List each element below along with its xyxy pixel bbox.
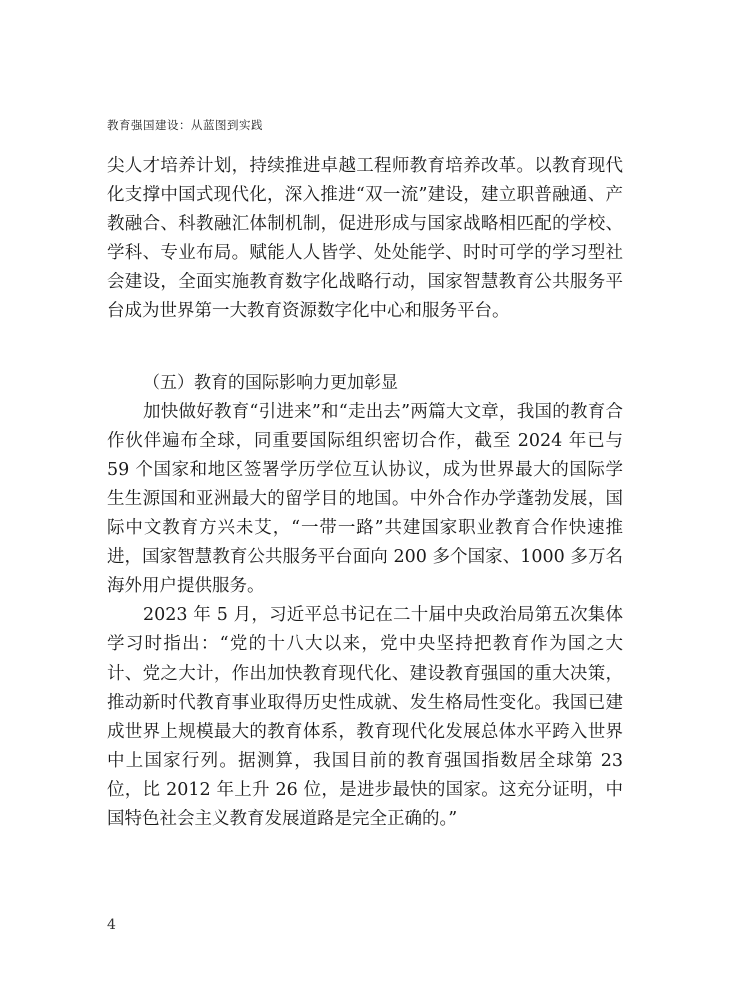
paragraph-quotation: 2023 年 5 月，习近平总书记在二十届中央政治局第五次集体学习时指出：“党的十八大以来，党中央坚持把教育作为国之大计、党之大计，作出加快教育现代化、建设教育强国的重大决策，推动新时代教育事业取得历史性成就、发生格局性变化。我国已建成世界上规模最大的教育体系，教育现代化发展总体水平跨入世界中上国家行列。据测算，我国目前的教育强国指数居全球第 23 位，比 2012 年上升 26 位，是进步最快的国家。这充分证明，中国特色社会主义教育发展道路是完全正确的。” bbox=[107, 605, 623, 829]
continued-paragraph: 尖人才培养计划，持续推进卓越工程师教育培养改革。以教育现代化支撑中国式现代化，深入推进“双一流”建设，建立职普融通、产教融合、科教融汇体制机制，促进形成与国家战略相匹配的学校、学科、专业布局。赋能人人皆学、处处能学、时时可学的学习型社会建设，全面实施教育数字化战略行动，国家智慧教育公共服务平台成为世界第一大教育资源数字化中心和服务平台。 bbox=[107, 156, 623, 322]
section-heading: （五）教育的国际影响力更加彰显 bbox=[143, 372, 398, 393]
page-number: 4 bbox=[107, 917, 116, 933]
body-text bbox=[107, 152, 623, 834]
paragraph-international-cooperation: 加快做好教育“引进来”和“走出去”两篇大文章，我国的教育合作伙伴遍布全球，同重要国际组织密切合作，截至 2024 年已与 59 个国家和地区签署学历学位互认协议，成为世界最大的国际学生生源国和亚洲最大的留学目的地国。中外合作办学蓬勃发展，国际中文教育方兴未艾，“一带一路”共建国家职业教育合作快速推进，国家智慧教育公共服务平台面向 200 多个国家、1000 多万名海外用户提供服务。 bbox=[107, 401, 623, 597]
running-header: 教育强国建设：从蓝图到实践 bbox=[107, 118, 263, 132]
